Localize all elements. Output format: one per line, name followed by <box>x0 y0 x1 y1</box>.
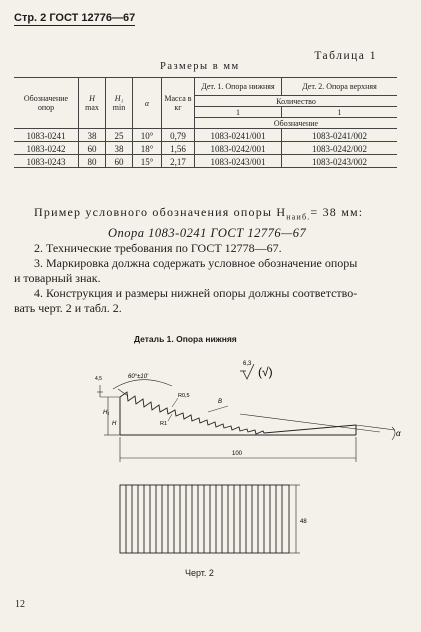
table-row: 1083-0243 80 60 15° 2,17 1083-0243/001 1083-0243/002 <box>14 155 397 168</box>
col-det2: Дет. 2. Опора верхняя <box>282 78 398 96</box>
col-h1: H₁ min <box>106 78 133 129</box>
col-det1: Дет. 1. Опора нижняя <box>195 78 282 96</box>
qty-det1: 1 <box>195 107 282 118</box>
col-h: H max <box>79 78 106 129</box>
r05-dim: R0,5 <box>178 393 190 399</box>
table-title: Таблица 1 <box>314 50 377 62</box>
top-dim: 4,5 <box>95 376 102 382</box>
table-row: 1083-0242 60 38 18° 1,56 1083-0242/001 1083-0242/002 <box>14 142 397 155</box>
paragraph-4-line-1: 4. Конструкция и размеры нижней опоры должны соответство- <box>34 286 358 300</box>
h1-dim: H₁ <box>103 410 110 416</box>
designation-label: Обозначение <box>195 118 398 129</box>
col-designation: Обозначение опор <box>14 78 79 129</box>
alpha-dim: α <box>396 429 401 438</box>
r1-dim: R1 <box>160 421 168 427</box>
paragraph-4-line-2: вать черт. 2 и табл. 2. <box>14 301 122 315</box>
b-dim: B <box>218 399 223 405</box>
col-alpha: α <box>133 78 162 129</box>
paragraph-3-line-1: 3. Маркировка должна содержать условное обозначение опоры <box>34 256 358 270</box>
example-line: Пример условного обозначения опоры $H_{наиб.}= 38$ мм: <box>34 205 364 222</box>
example-code: Опора 1083-0241 ГОСТ 12776—67 <box>108 226 307 240</box>
bottom-view-ribs <box>126 485 282 553</box>
page-number: 12 <box>15 599 25 610</box>
roughness-value: 6,3 <box>243 361 252 367</box>
paragraph-3-line-2: и товарный знак. <box>14 271 101 285</box>
detail-title: Деталь 1. Опора нижняя <box>134 334 237 344</box>
saw-teeth <box>120 392 356 434</box>
length-dim: 100 <box>232 451 243 457</box>
drawing-caption: Черт. 2 <box>185 568 214 578</box>
dimensions-title: Размеры в мм <box>160 61 240 72</box>
width-dim: 48 <box>300 519 307 525</box>
paragraph-2: 2. Технические требования по ГОСТ 12778—67. <box>34 241 282 255</box>
roughness-rest: (√) <box>258 365 273 379</box>
angle-dim: 60°±10' <box>128 374 149 380</box>
h-dim: H <box>112 421 117 427</box>
spec-table <box>14 77 397 168</box>
technical-drawing <box>0 345 421 565</box>
qty-det2: 1 <box>282 107 398 118</box>
table-row: 1083-0241 38 25 10° 0,79 1083-0241/001 1083-0241/002 <box>14 129 397 142</box>
col-mass: Масса в кг <box>162 78 195 129</box>
page-header: Стр. 2 ГОСТ 12776—67 <box>14 12 136 24</box>
qty-label: Количество <box>195 96 398 107</box>
